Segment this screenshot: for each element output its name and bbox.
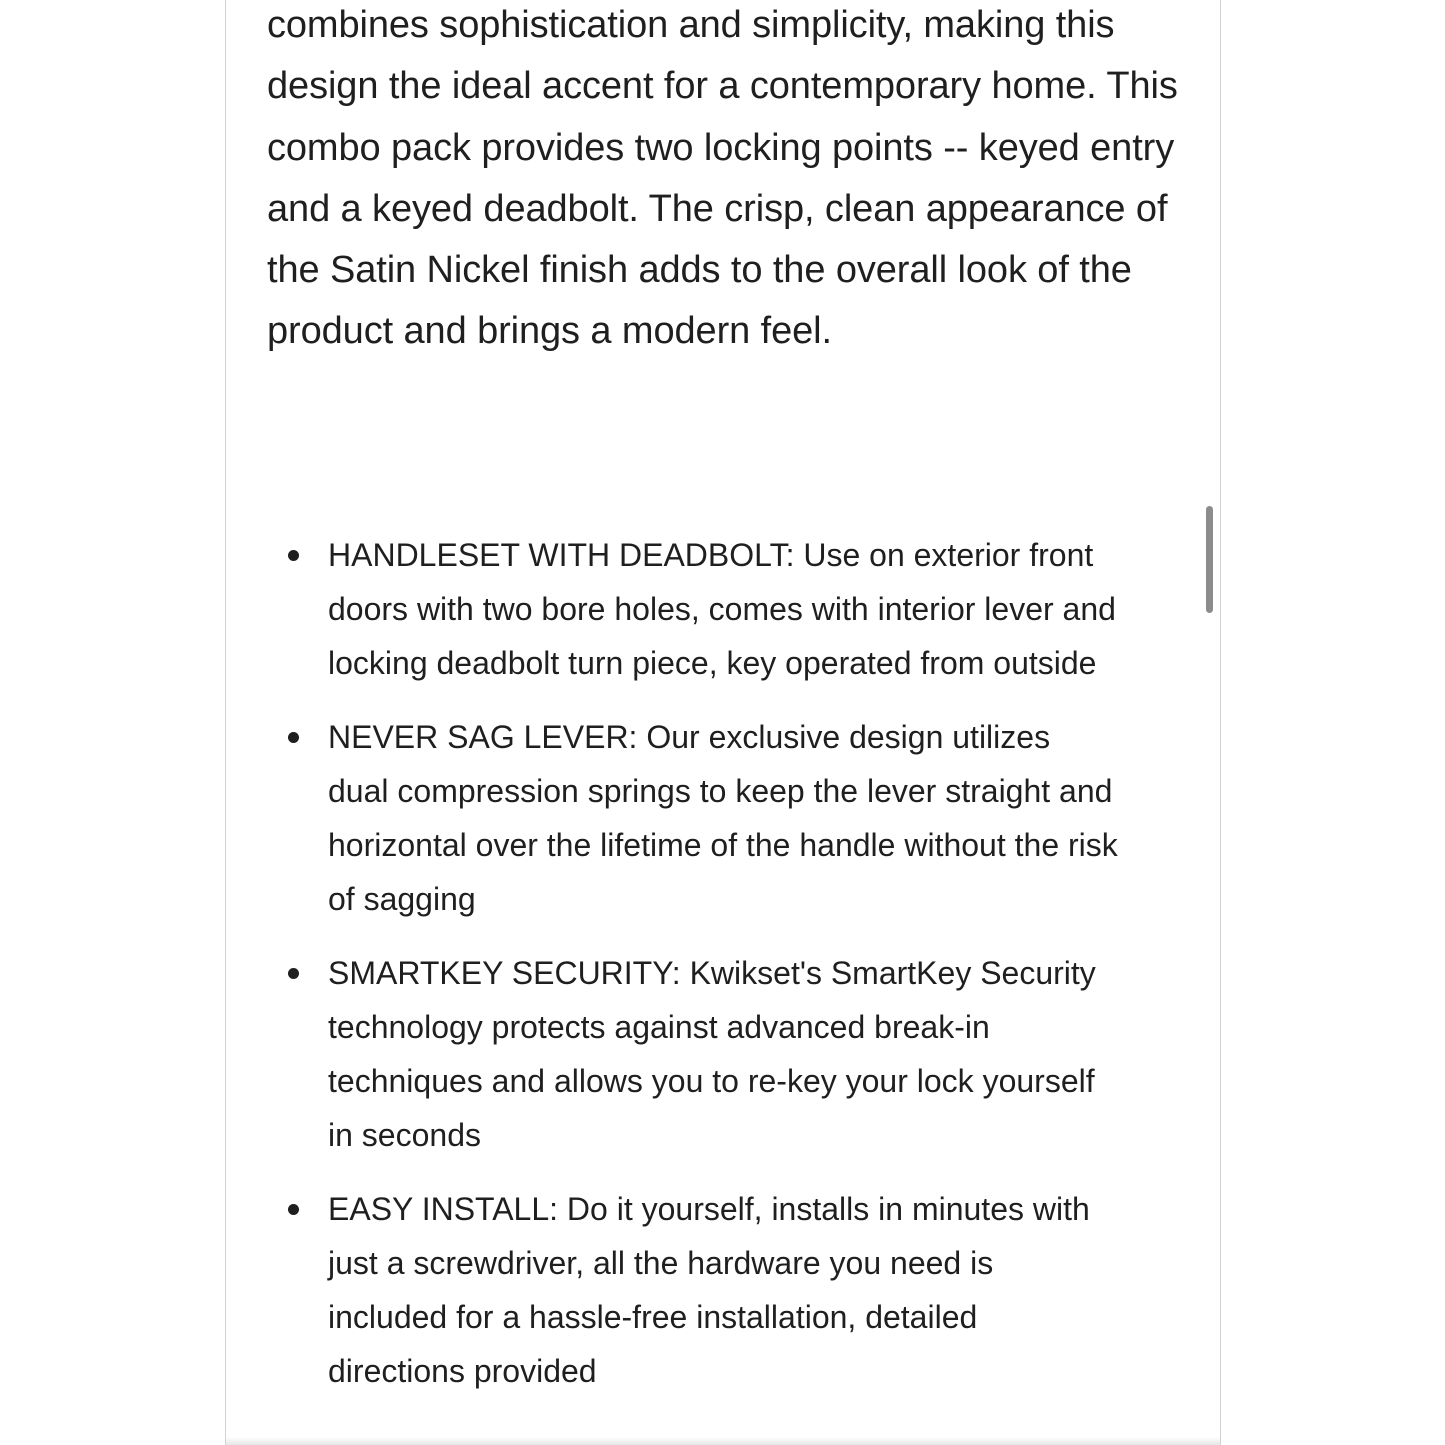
feature-text: HANDLESET WITH DEADBOLT: Use on exterior front doors with two bore holes, comes with interior lever and locking deadbolt turn piece, key operated from outside xyxy=(328,537,1116,681)
feature-text: EASY INSTALL: Do it yourself, installs in minutes with just a screwdriver, all the hardware you need is included for a hassle-free installation, detailed directions provided xyxy=(328,1191,1090,1389)
feature-item-easy-install xyxy=(226,1182,1118,1398)
bullet-icon xyxy=(288,732,299,743)
bottom-edge-shadow xyxy=(226,1437,1220,1445)
feature-item-handleset xyxy=(226,528,1118,690)
bullet-icon xyxy=(288,1204,299,1215)
scrollbar-thumb[interactable] xyxy=(1206,506,1213,613)
feature-text: SMARTKEY SECURITY: Kwikset's SmartKey Security technology protects against advanced break-in techniques and allows you to re-key your lock yourself in seconds xyxy=(328,955,1096,1153)
feature-list xyxy=(226,528,1220,1418)
bullet-icon xyxy=(288,550,299,561)
feature-item-smartkey xyxy=(226,946,1118,1162)
feature-item-never-sag xyxy=(226,710,1118,926)
feature-text: NEVER SAG LEVER: Our exclusive design utilizes dual compression springs to keep the lever straight and horizontal over the lifetime of the handle without the risk of sagging xyxy=(328,719,1118,917)
description-paragraph: combines sophistication and simplicity, making this design the ideal accent for a contemporary home. This combo pack provides two locking points -- keyed entry and a keyed deadbolt. The crisp, clean appearance of the Satin Nickel finish adds to the overall look of the product and brings a modern feel. xyxy=(267,4,1178,353)
bullet-icon xyxy=(288,968,299,979)
product-description-panel xyxy=(225,0,1221,1445)
